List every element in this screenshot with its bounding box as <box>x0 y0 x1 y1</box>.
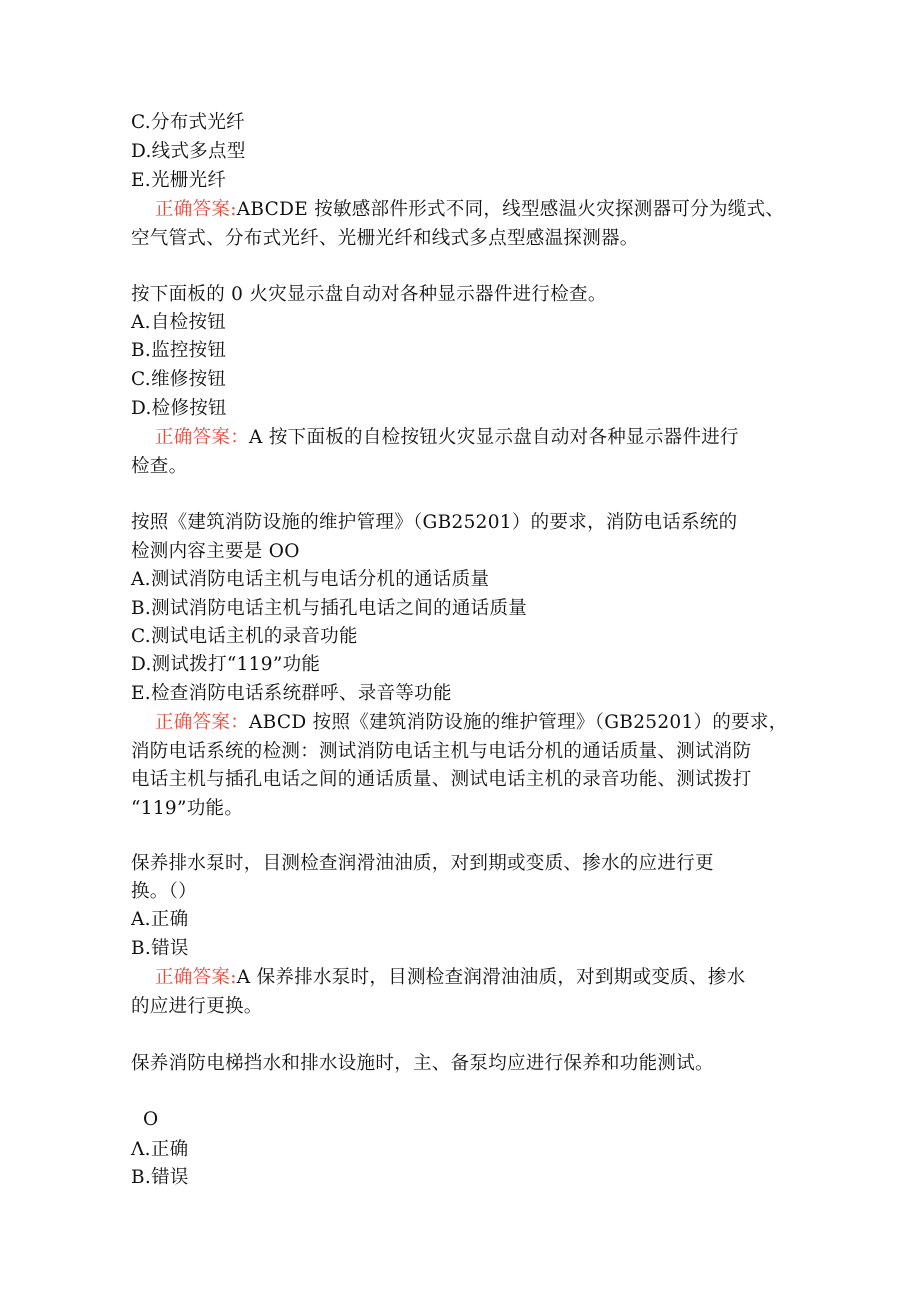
q0-option-c: C.分布式光纤 <box>131 112 245 133</box>
q0-answer-line-2: 空气管式、分布式光纤、光栅光纤和线式多点型感温探测器。 <box>131 228 639 249</box>
q1-answer-text: A 按下面板的自检按钮火灾显示盘自动对各种显示器件进行 <box>249 427 739 448</box>
q4-question-line-2: O <box>143 1109 159 1130</box>
q2-answer-line-3: 电话主机与插孔电话之间的通话质量、测试电话主机的录音功能、测试拨打 <box>131 769 752 790</box>
q1-option-d: D.检修按钮 <box>131 398 227 419</box>
q3-answer-line-2: 的应进行更换。 <box>131 996 263 1017</box>
q4-option-b: B.错误 <box>131 1167 189 1188</box>
q2-option-b: B.测试消防电话主机与插孔电话之间的通话质量 <box>131 598 528 619</box>
q1-option-b: B.监控按钮 <box>131 340 227 361</box>
q2-answer-text: ABCD 按照《建筑消防设施的维护管理》（GB25201）的要求， <box>249 712 788 733</box>
q2-answer-line-4: “119”功能。 <box>131 798 244 819</box>
q3-question-line-2: 换。（） <box>131 881 197 902</box>
q0-option-e: E.光栅光纤 <box>131 170 227 191</box>
q2-option-e: E.检查消防电话系统群呼、录音等功能 <box>131 683 452 704</box>
q3-answer-label: 正确答案: <box>155 967 237 988</box>
q2-answer-line-1 <box>155 709 788 737</box>
q3-answer-line-1 <box>155 964 745 992</box>
q1-option-c: C.维修按钮 <box>131 369 227 390</box>
q2-option-c: C.测试电话主机的录音功能 <box>131 626 358 647</box>
q2-answer-line-2: 消防电话系统的检测：测试消防电话主机与电话分机的通话质量、测试消防 <box>131 741 752 762</box>
q0-answer-label: 正确答案: <box>155 199 237 220</box>
q4-option-a: Λ.正确 <box>131 1139 189 1160</box>
q4-question-line-1: 保养消防电梯挡水和排水设施时，主、备泵均应进行保养和功能测试。 <box>131 1053 714 1074</box>
q2-answer-label: 正确答案： <box>155 712 250 733</box>
q0-option-d: D.线式多点型 <box>131 141 246 162</box>
q2-question-line-1: 按照《建筑消防设施的维护管理》（GB25201）的要求，消防电话系统的 <box>131 512 738 533</box>
q3-question-line-1: 保养排水泵时，目测检查润滑油油质，对到期或变质、掺水的应进行更 <box>131 853 714 874</box>
q2-option-a: A.测试消防电话主机与电话分机的通话质量 <box>131 569 490 590</box>
q0-answer-line-1 <box>155 196 784 224</box>
q0-answer-text: ABCDE 按敏感部件形式不同，线型感温火灾探测器可分为缆式、 <box>236 199 785 220</box>
q1-option-a: A.自检按钮 <box>131 312 227 333</box>
q1-question: 按下面板的 0 火灾显示盘自动对各种显示器件进行检查。 <box>131 284 607 305</box>
q1-answer-line-1 <box>155 424 739 452</box>
q2-question-line-2: 检测内容主要是 OO <box>131 541 300 562</box>
q1-answer-line-2: 检查。 <box>131 456 188 477</box>
q1-answer-label: 正确答案： <box>155 427 250 448</box>
q3-answer-text: A 保养排水泵时，目测检查润滑油油质，对到期或变质、掺水 <box>236 967 746 988</box>
q3-option-b: B.错误 <box>131 938 189 959</box>
q3-option-a: A.正确 <box>131 909 189 930</box>
q2-option-d: D.测试拨打“119”功能 <box>131 654 321 675</box>
